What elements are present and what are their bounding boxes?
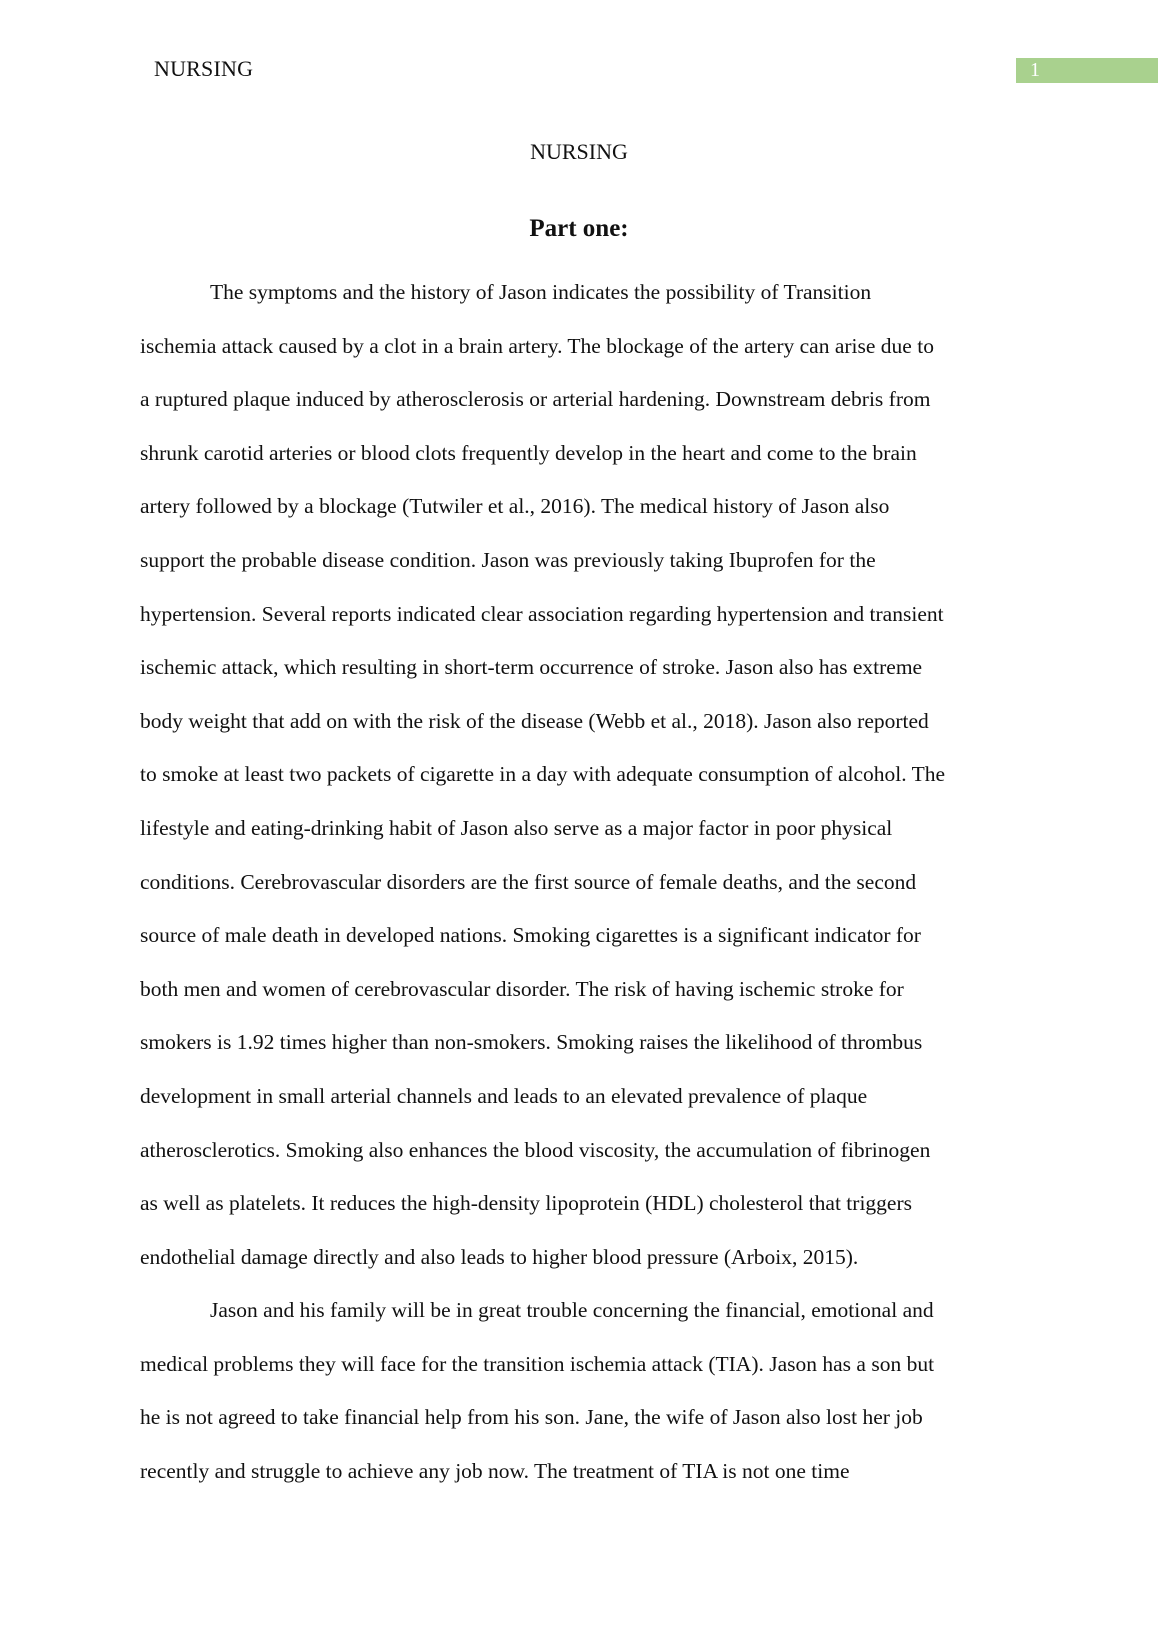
text-line: lifestyle and eating-drinking habit of Jason also serve as a major factor in poor physical (140, 815, 893, 840)
text-line: artery followed by a blockage (Tutwiler et al., 2016). The medical history of Jason also (140, 494, 890, 519)
text-line: body weight that add on with the risk of the disease (Webb et al., 2018). Jason also reported (140, 708, 929, 733)
body-text (140, 272, 1040, 1505)
text-line: support the probable disease condition. Jason was previously taking Ibuprofen for the (140, 547, 876, 572)
document-title: NURSING (530, 139, 628, 164)
text-line: hypertension. Several reports indicated clear association regarding hypertension and transient (140, 601, 944, 626)
text-line: ischemic attack, which resulting in short-term occurrence of stroke. Jason also has extreme (140, 655, 923, 680)
text-line: endothelial damage directly and also leads to higher blood pressure (Arboix, 2015). (140, 1244, 859, 1269)
text-line: as well as platelets. It reduces the high-density lipoprotein (HDL) cholesterol that triggers (140, 1191, 912, 1216)
text-line: to smoke at least two packets of cigarette in a day with adequate consumption of alcohol. The (140, 762, 946, 787)
text-line: he is not agreed to take financial help from his son. Jane, the wife of Jason also lost her job (140, 1405, 923, 1430)
text-line: Jason and his family will be in great trouble concerning the financial, emotional and (210, 1298, 934, 1323)
section-heading: Part one: (529, 215, 629, 242)
text-line: shrunk carotid arteries or blood clots frequently develop in the heart and come to the brain (140, 440, 917, 465)
running-head: NURSING (154, 56, 254, 81)
text-line: medical problems they will face for the transition ischemia attack (TIA). Jason has a son but (140, 1351, 935, 1376)
text-line: atherosclerotics. Smoking also enhances the blood viscosity, the accumulation of fibrinogen (140, 1137, 931, 1162)
paragraph-1 (140, 272, 1040, 1290)
text-line: development in small arterial channels and leads to an elevated prevalence of plaque (140, 1083, 868, 1108)
paragraph-2 (140, 1290, 1040, 1504)
text-line: a ruptured plaque induced by atherosclerosis or arterial hardening. Downstream debris from (140, 387, 931, 412)
page-number: 1 (1030, 59, 1040, 81)
text-line: both men and women of cerebrovascular disorder. The risk of having ischemic stroke for (140, 976, 904, 1001)
text-line: recently and struggle to achieve any job now. The treatment of TIA is not one time (140, 1459, 850, 1484)
page-number-badge (1016, 58, 1158, 83)
text-line: ischemia attack caused by a clot in a brain artery. The blockage of the artery can arise due to (140, 333, 934, 358)
text-line: smokers is 1.92 times higher than non-smokers. Smoking raises the likelihood of thrombus (140, 1030, 923, 1055)
text-line: The symptoms and the history of Jason indicates the possibility of Transition (210, 280, 872, 304)
text-line: source of male death in developed nations. Smoking cigarettes is a significant indicator for (140, 923, 921, 948)
text-line: conditions. Cerebrovascular disorders are the first source of female deaths, and the second (140, 869, 917, 894)
